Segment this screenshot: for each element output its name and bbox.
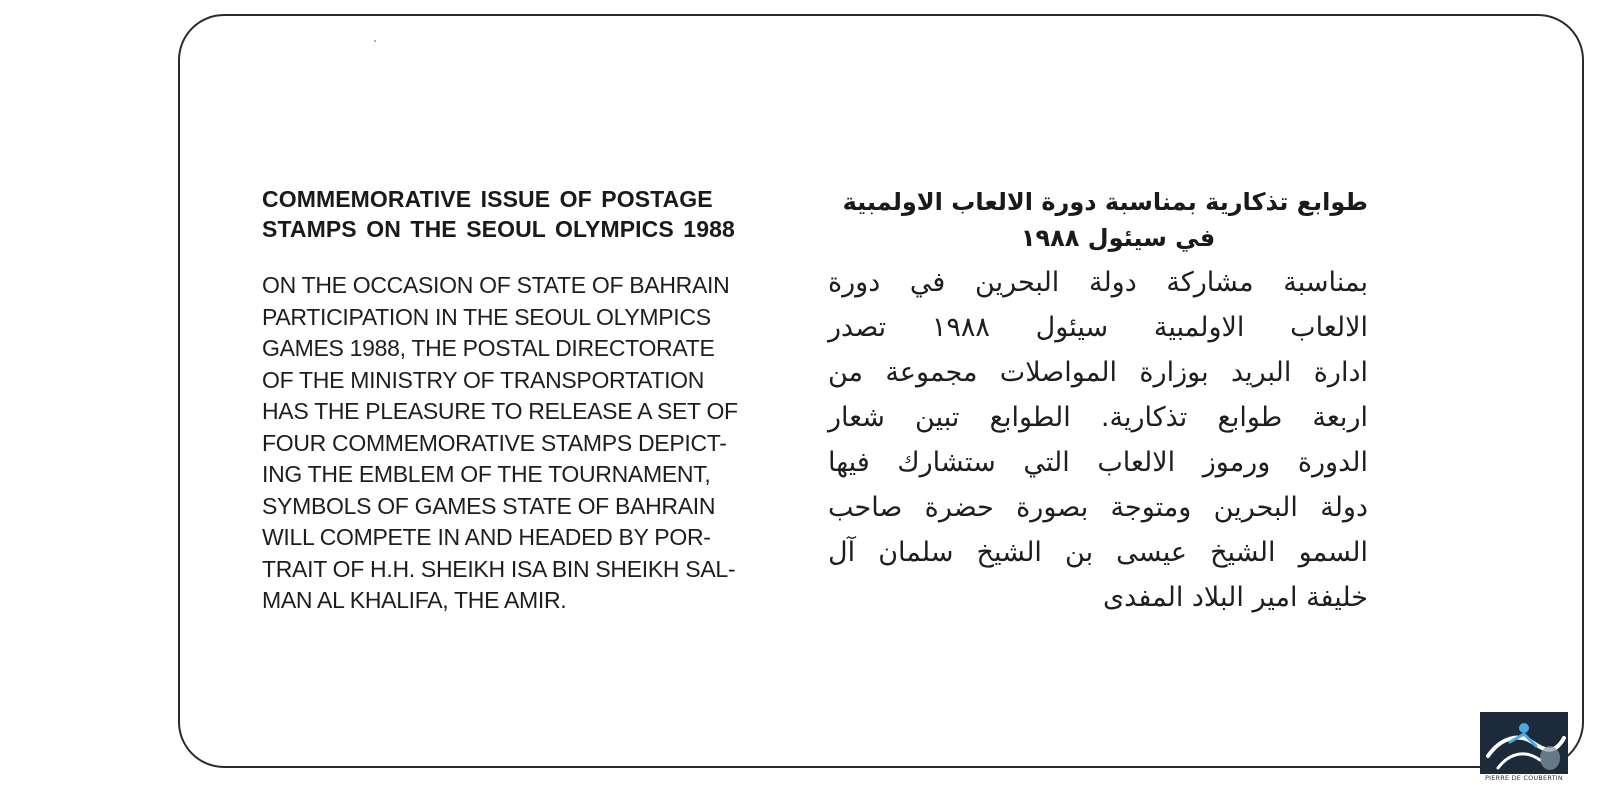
arabic-body [828, 260, 1368, 620]
english-body-line: OF THE MINISTRY OF TRANSPORTATION [262, 366, 705, 393]
english-title-line: STAMPS ON THE SEOUL OLYMPICS 1988 [262, 216, 735, 242]
watermark-logo [1480, 712, 1568, 784]
english-body-line: ING THE EMBLEM OF THE TOURNAMENT, [262, 461, 711, 487]
arabic-text-block [828, 184, 1368, 620]
english-title [262, 184, 782, 244]
english-body-line: GAMES 1988, THE POSTAL DIRECTORATE [262, 335, 715, 361]
arabic-body-line: السمو الشيخ عيسى بن الشيخ سلمان آل [828, 537, 1368, 568]
watermark-caption: PIERRE DE COUBERTIN [1485, 774, 1563, 782]
speck [374, 40, 376, 42]
english-body-line: PARTICIPATION IN THE SEOUL OLYMPICS [262, 303, 711, 330]
arabic-title-line: في سيئول ١٩٨٨ [1020, 224, 1216, 252]
olympic-runner-logo-icon [1480, 712, 1568, 774]
arabic-body-line: بمناسبة مشاركة دولة البحرين في دورة [828, 267, 1368, 298]
english-body [262, 270, 782, 617]
english-body-line: TRAIT OF H.H. SHEIKH ISA BIN SHEIKH SAL- [262, 555, 736, 582]
english-text-block [262, 184, 782, 617]
english-body-line: HAS THE PLEASURE TO RELEASE A SET OF [262, 398, 738, 424]
english-body-line: FOUR COMMEMORATIVE STAMPS DEPICT- [262, 429, 727, 456]
arabic-body-line: الدورة ورموز الالعاب التي ستشارك فيها [828, 447, 1368, 478]
english-body-line: SYMBOLS OF GAMES STATE OF BAHRAIN [262, 492, 716, 519]
arabic-title [828, 184, 1368, 256]
arabic-body-line: الالعاب الاولمبية سيئول ١٩٨٨ تصدر [828, 312, 1368, 343]
english-body-line: WILL COMPETE IN AND HEADED BY POR- [262, 524, 711, 550]
arabic-title-line: طوابع تذكارية بمناسبة دورة الالعاب الاولمبية [842, 188, 1368, 216]
arabic-body-line: ادارة البريد بوزارة المواصلات مجموعة من [828, 357, 1368, 388]
english-body-line: MAN AL KHALIFA, THE AMIR. [262, 587, 567, 613]
english-title-line: COMMEMORATIVE ISSUE OF POSTAGE [262, 186, 713, 212]
arabic-body-line: خليفة امير البلاد المفدى [1103, 582, 1368, 613]
english-body-line: ON THE OCCASION OF STATE OF BAHRAIN [262, 272, 730, 298]
arabic-body-line: اربعة طوابع تذكارية. الطوابع تبين شعار [828, 402, 1368, 433]
arabic-body-line: دولة البحرين ومتوجة بصورة حضرة صاحب [828, 492, 1368, 523]
